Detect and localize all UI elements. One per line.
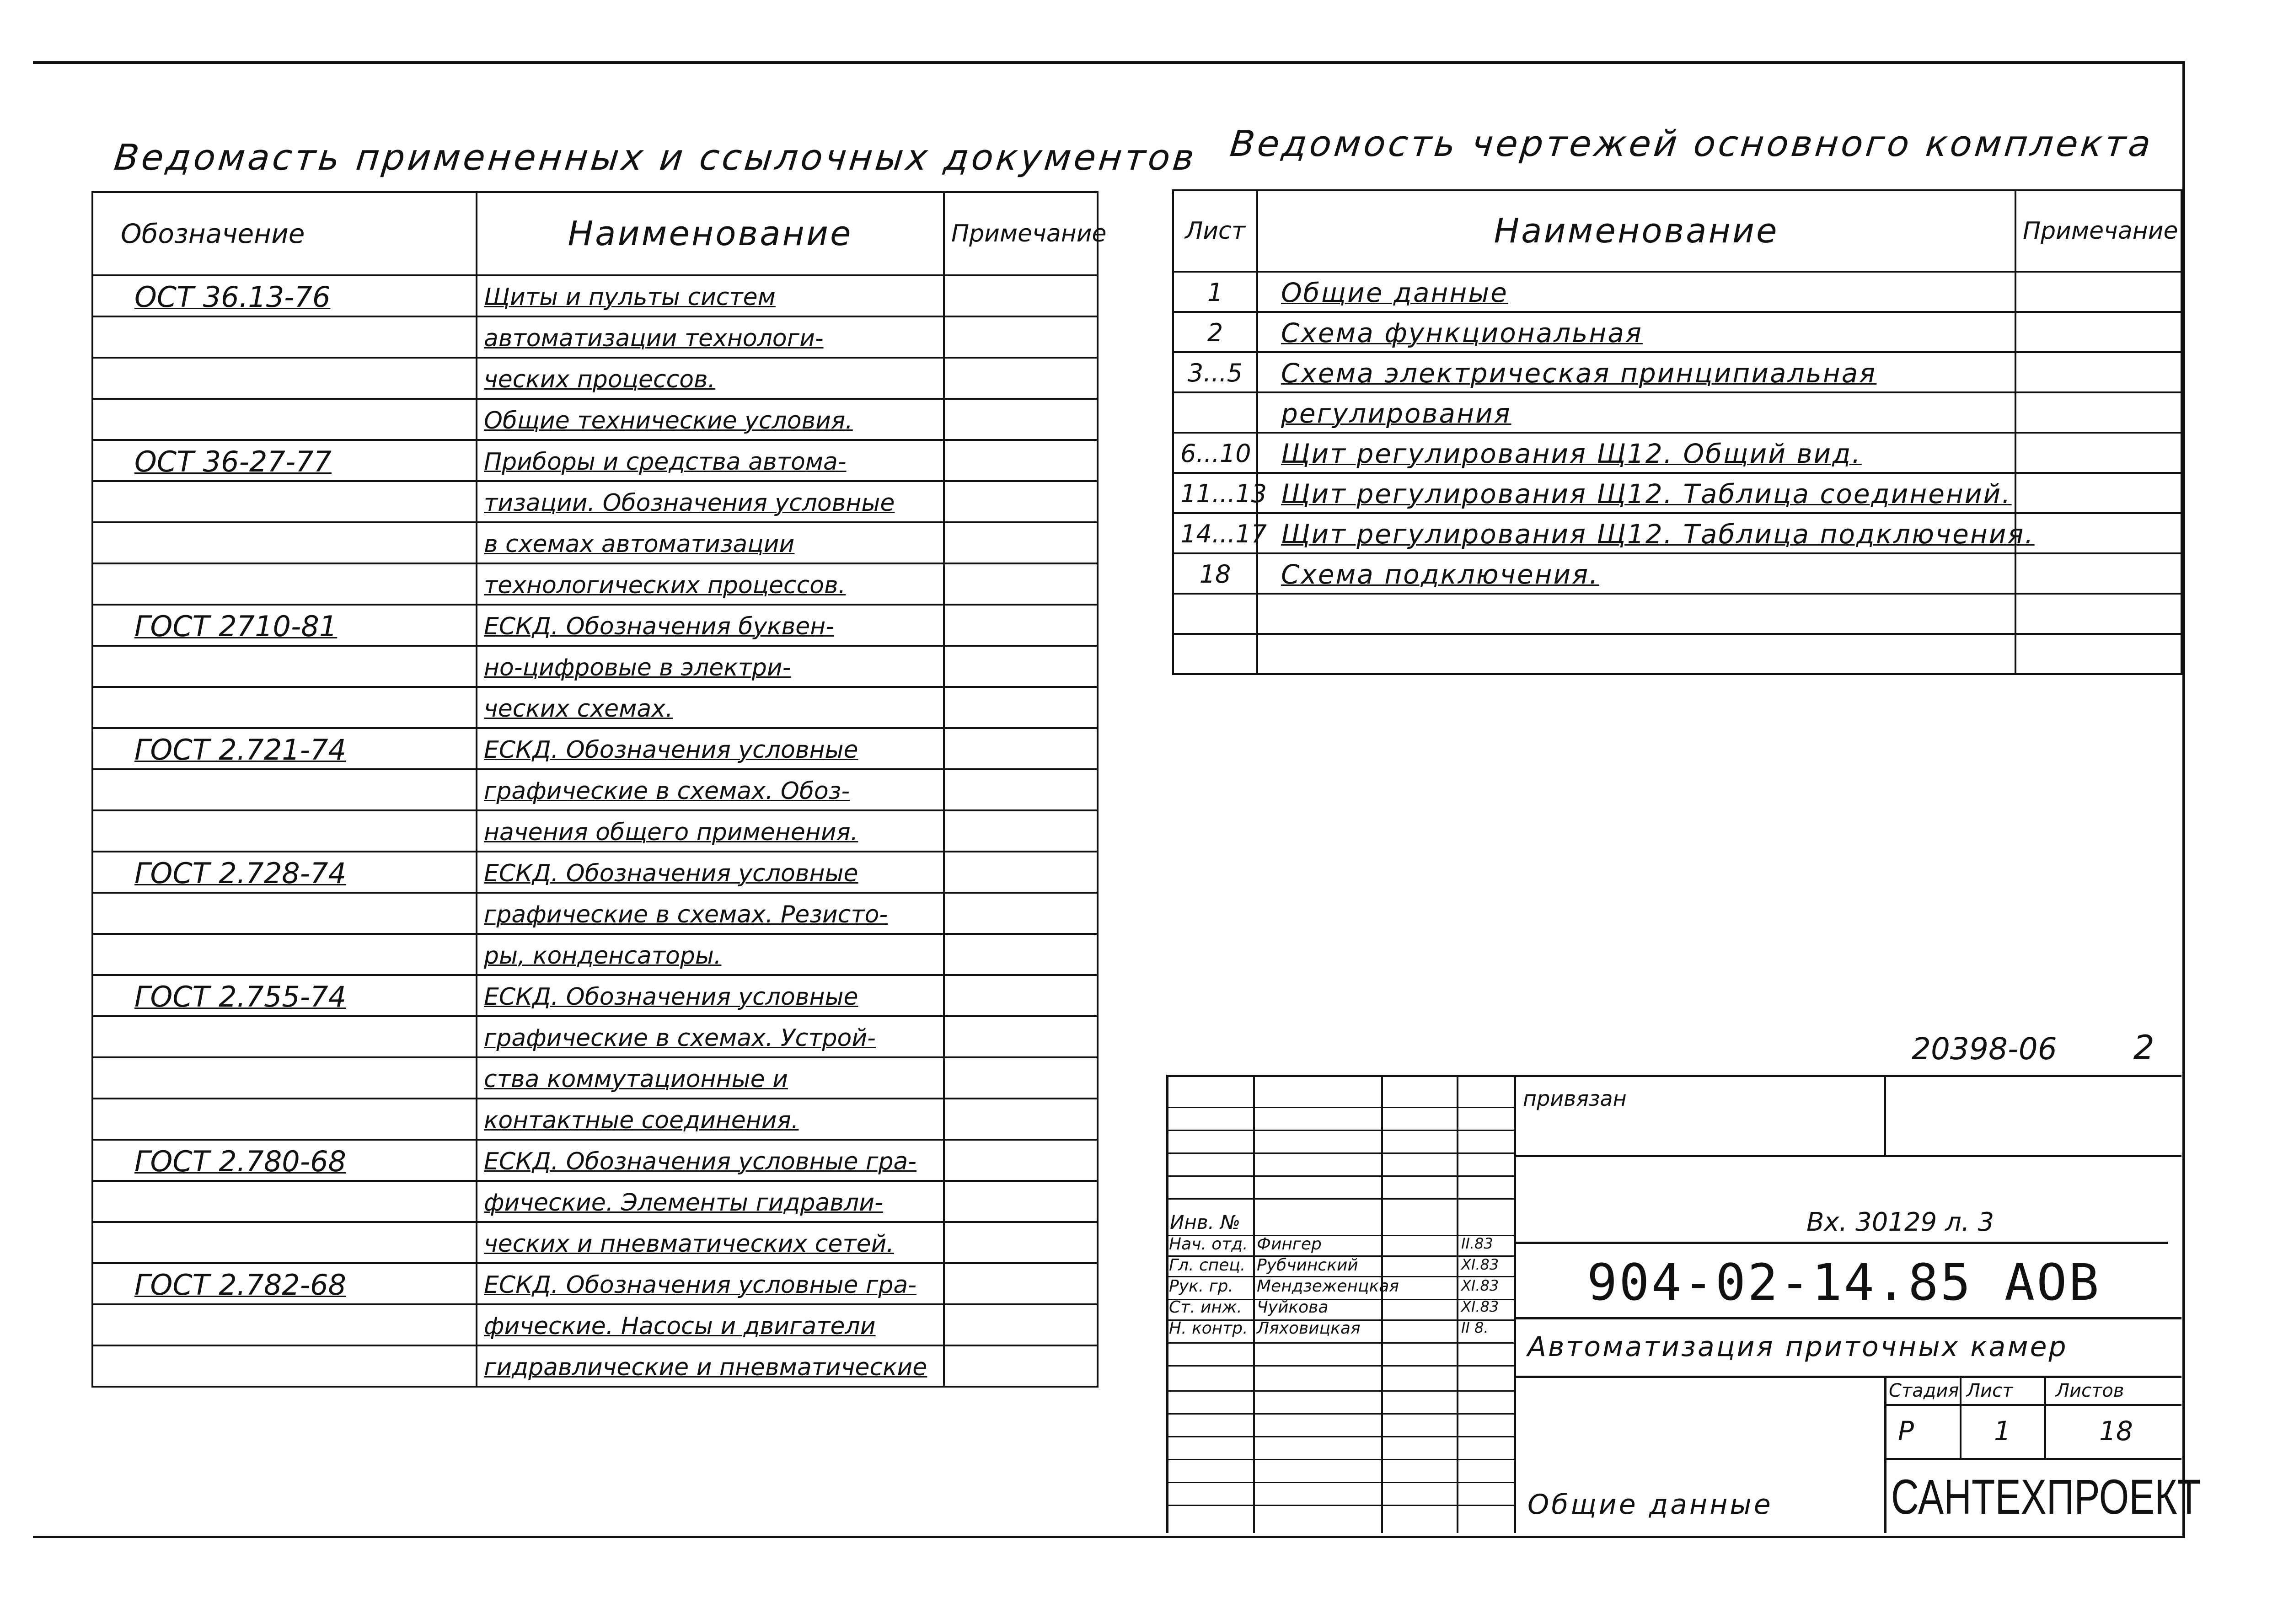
document-name: технологических процессов. [477, 563, 944, 605]
table-row [92, 399, 1098, 440]
table-row [92, 687, 1098, 728]
sheets-label: Листов [2056, 1380, 2124, 1401]
drawing-name: Щит регулирования Щ12. Таблица подключения. [1257, 513, 2015, 553]
table-row [92, 563, 1098, 605]
document-note [944, 769, 1098, 810]
signer-name: Мендзеженцкая [1257, 1277, 1399, 1296]
registration-mark: Вх. 30129 л. 3 [1806, 1207, 1994, 1237]
document-note [944, 563, 1098, 605]
table-row [92, 975, 1098, 1016]
document-code: ГОСТ 2.721-74 [92, 728, 477, 769]
document-note [944, 975, 1098, 1016]
document-name: графические в схемах. Резисто- [477, 893, 944, 934]
document-name: графические в схемах. Устрой- [477, 1016, 944, 1057]
drawing-note [2015, 553, 2181, 594]
table-row [92, 440, 1098, 481]
drawing-name: Щит регулирования Щ12. Таблица соединений. [1257, 473, 2015, 513]
drawing-name: регулирования [1257, 392, 2015, 433]
stamp-grid-line [1166, 1459, 1514, 1460]
document-code [92, 810, 477, 852]
document-code [92, 1016, 477, 1057]
document-note [944, 440, 1098, 481]
signer-role: Рук. гр. [1169, 1277, 1233, 1296]
stamp-grid-line [1166, 1413, 1514, 1415]
drawing-name [1257, 594, 2015, 634]
sheet-number: 1 [1173, 272, 1257, 312]
drawing-name [1257, 634, 2015, 674]
document-code [92, 687, 477, 728]
sheet-number [1173, 392, 1257, 433]
document-name: ЕСКД. Обозначения условные гра- [477, 1140, 944, 1181]
right-section-title: Ведомость чертежей основного комплекта [1228, 123, 2155, 165]
table-row [92, 1304, 1098, 1345]
document-code: ГОСТ 2.782-68 [92, 1263, 477, 1304]
table-row [92, 1099, 1098, 1140]
sheet-number [1173, 594, 1257, 634]
stamp-grid-line [1166, 1436, 1514, 1437]
document-name: графические в схемах. Обоз- [477, 769, 944, 810]
drawing-name: Общие данные [1257, 272, 2015, 312]
organization-name: САНТЕХПРОЕКТ [1891, 1469, 2201, 1524]
drawings-list-table [1172, 189, 2182, 675]
document-name: фические. Элементы гидравли- [477, 1181, 944, 1222]
signer-date: XI.83 [1461, 1256, 1499, 1273]
signer-date: XI.83 [1461, 1298, 1499, 1315]
document-note [944, 1263, 1098, 1304]
document-note [944, 934, 1098, 975]
document-note [944, 399, 1098, 440]
document-code: ГОСТ 2.780-68 [92, 1140, 477, 1181]
document-note [944, 481, 1098, 522]
document-code [92, 399, 477, 440]
document-note [944, 1181, 1098, 1222]
sheet-number: 14...17 [1173, 513, 1257, 553]
stamp-grid-line [1166, 1107, 1514, 1108]
document-code [92, 1057, 477, 1099]
document-note [944, 852, 1098, 893]
document-code [92, 316, 477, 358]
header-sheet: Лист [1173, 190, 1257, 272]
table-row [92, 481, 1098, 522]
stamp-grid-line [1166, 1130, 1514, 1131]
header-name: Наименование [477, 192, 944, 275]
stamp-grid-line [1166, 1365, 1514, 1367]
table-row [92, 934, 1098, 975]
document-code: ГОСТ 2.755-74 [92, 975, 477, 1016]
stamp-grid-line [1166, 1152, 1514, 1154]
document-name: ческих процессов. [477, 358, 944, 399]
signer-name: Фингер [1257, 1235, 1322, 1254]
document-name: Щиты и пульты систем [477, 275, 944, 316]
stage-label: Стадия [1889, 1380, 1959, 1401]
document-note [944, 687, 1098, 728]
document-code [92, 1222, 477, 1263]
document-note [944, 810, 1098, 852]
document-code [92, 646, 477, 687]
left-section-title: Ведомасть примененных и ссылочных документов [112, 137, 1199, 178]
table-row [92, 1140, 1098, 1181]
inv-no-label: Инв. № [1170, 1211, 1241, 1233]
document-note [944, 522, 1098, 563]
header-note: Примечание [944, 192, 1098, 275]
table-row [1173, 513, 2181, 553]
table-row [1173, 433, 2181, 473]
sheet-value: 1 [1994, 1415, 2011, 1447]
table-row [92, 316, 1098, 358]
document-note [944, 275, 1098, 316]
document-note [944, 605, 1098, 646]
signer-role: Гл. спец. [1169, 1256, 1246, 1275]
document-name: ры, конденсаторы. [477, 934, 944, 975]
document-name: ЕСКД. Обозначения буквен- [477, 605, 944, 646]
document-name: ЕСКД. Обозначения условные [477, 852, 944, 893]
table-row [92, 893, 1098, 934]
drawing-note [2015, 513, 2181, 553]
table-row [92, 275, 1098, 316]
document-name: автоматизации технологи- [477, 316, 944, 358]
document-note [944, 1016, 1098, 1057]
document-name: ства коммутационные и [477, 1057, 944, 1099]
table-row [92, 646, 1098, 687]
header-drawing-note: Примечание [2015, 190, 2181, 272]
document-code: ГОСТ 2710-81 [92, 605, 477, 646]
stamp-grid-line [1166, 1198, 1514, 1200]
document-name: Приборы и средства автома- [477, 440, 944, 481]
drawing-name: Схема функциональная [1257, 312, 2015, 352]
sheet-title: Общие данные [1527, 1489, 1773, 1521]
drawing-note [2015, 392, 2181, 433]
document-note [944, 893, 1098, 934]
document-name: в схемах автоматизации [477, 522, 944, 563]
drawing-note [2015, 352, 2181, 392]
table-row [92, 605, 1098, 646]
table-row [92, 852, 1098, 893]
table-row [1173, 392, 2181, 433]
table-row [92, 1181, 1098, 1222]
drawing-note [2015, 312, 2181, 352]
table-row [92, 522, 1098, 563]
stamp-grid-line [1166, 1482, 1514, 1483]
document-code [92, 1181, 477, 1222]
document-name: гидравлические и пневматические [477, 1345, 944, 1387]
document-name: контактные соединения. [477, 1099, 944, 1140]
table-row [92, 1345, 1098, 1387]
document-code [92, 563, 477, 605]
stamp-grid-line [1166, 1505, 1514, 1506]
sheets-value: 18 [2099, 1415, 2133, 1447]
signer-name: Рубчинский [1257, 1256, 1358, 1275]
table-row [92, 1016, 1098, 1057]
page-corner-number: 2 [2133, 1028, 2154, 1067]
table-row [92, 769, 1098, 810]
sheet-number: 11...13 [1173, 473, 1257, 513]
drawing-note [2015, 433, 2181, 473]
table-row [92, 728, 1098, 769]
header-drawing-name: Наименование [1257, 190, 2015, 272]
drawing-name: Щит регулирования Щ12. Общий вид. [1257, 433, 2015, 473]
signer-role: Н. контр. [1169, 1319, 1248, 1338]
document-code [92, 769, 477, 810]
referenced-documents-table [91, 191, 1107, 1388]
document-code [92, 522, 477, 563]
drawing-note [2015, 272, 2181, 312]
signer-role: Ст. инж. [1169, 1298, 1242, 1317]
document-code: ОСТ 36-27-77 [92, 440, 477, 481]
sheet-label: Лист [1967, 1380, 2013, 1401]
signer-role: Нач. отд. [1169, 1235, 1248, 1254]
drawing-name: Схема подключения. [1257, 553, 2015, 594]
table-row [92, 358, 1098, 399]
document-note [944, 1222, 1098, 1263]
table-row [1173, 272, 2181, 312]
drawing-note [2015, 634, 2181, 674]
table-row [92, 1222, 1098, 1263]
signer-name: Ляховицкая [1257, 1319, 1361, 1338]
document-name: ческих и пневматических сетей. [477, 1222, 944, 1263]
document-code [92, 481, 477, 522]
project-code: 904-02-14.85 АОВ [1587, 1253, 2101, 1312]
signer-date: II.83 [1461, 1235, 1493, 1252]
document-name: ческих схемах. [477, 687, 944, 728]
project-title: Автоматизация приточных камер [1527, 1331, 2068, 1363]
table-row [1173, 634, 2181, 674]
document-name: тизации. Обозначения условные [477, 481, 944, 522]
drawings-list-body [1173, 272, 2181, 674]
drawing-note [2015, 473, 2181, 513]
table-row [1173, 473, 2181, 513]
document-note [944, 1140, 1098, 1181]
table-row [92, 1263, 1098, 1304]
stamp-grid-line [1166, 1175, 1514, 1177]
stamp-grid-line [1166, 1342, 1514, 1344]
document-code [92, 1304, 477, 1345]
signer-name: Чуйкова [1257, 1298, 1329, 1317]
sheet-number [1173, 634, 1257, 674]
stamp-grid-line [1166, 1390, 1514, 1392]
document-code [92, 1345, 477, 1387]
document-name: Общие технические условия. [477, 399, 944, 440]
document-note [944, 646, 1098, 687]
drawing-name: Схема электрическая принципиальная [1257, 352, 2015, 392]
document-note [944, 1304, 1098, 1345]
document-name: ЕСКД. Обозначения условные гра- [477, 1263, 944, 1304]
sheet-number: 3...5 [1173, 352, 1257, 392]
signer-date: XI.83 [1461, 1277, 1499, 1294]
document-note [944, 1345, 1098, 1387]
document-note [944, 1057, 1098, 1099]
header-designation: Обозначение [92, 192, 477, 275]
table-row [1173, 553, 2181, 594]
document-name: ЕСКД. Обозначения условные [477, 728, 944, 769]
document-code [92, 358, 477, 399]
document-name: начения общего применения. [477, 810, 944, 852]
stage-value: Р [1898, 1415, 1914, 1447]
sheet-number: 6...10 [1173, 433, 1257, 473]
sheet-number: 18 [1173, 553, 1257, 594]
attached-label: привязан [1523, 1086, 1627, 1111]
document-code [92, 934, 477, 975]
document-code [92, 893, 477, 934]
table-row [1173, 594, 2181, 634]
document-code: ГОСТ 2.728-74 [92, 852, 477, 893]
document-note [944, 316, 1098, 358]
document-name: фические. Насосы и двигатели [477, 1304, 944, 1345]
document-code: ОСТ 36.13-76 [92, 275, 477, 316]
table-row [92, 1057, 1098, 1099]
referenced-documents-body [92, 275, 1098, 1387]
doc-number: 20398-06 [1912, 1031, 2057, 1067]
table-row [1173, 312, 2181, 352]
document-note [944, 728, 1098, 769]
signer-date: II 8. [1461, 1319, 1489, 1336]
drawing-note [2015, 594, 2181, 634]
document-note [944, 1099, 1098, 1140]
table-row [92, 810, 1098, 852]
document-code [92, 1099, 477, 1140]
document-note [944, 358, 1098, 399]
document-name: но-цифровые в электри- [477, 646, 944, 687]
table-row [1173, 352, 2181, 392]
sheet-number: 2 [1173, 312, 1257, 352]
document-name: ЕСКД. Обозначения условные [477, 975, 944, 1016]
